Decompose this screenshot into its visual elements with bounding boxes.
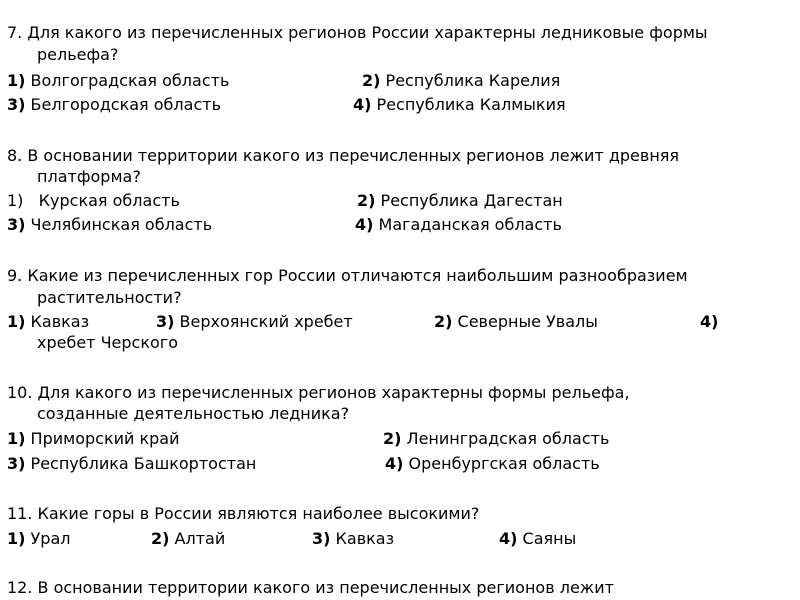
question-7-text: 7. Для какого из перечисленных регионов России характерны ледниковые формы: [7, 23, 708, 42]
option-text: Северные Увалы: [452, 312, 598, 331]
option-number: 3): [7, 215, 26, 234]
option-number: 1): [7, 71, 26, 90]
option-number: 4): [355, 215, 374, 234]
question-7-option-4: [353, 95, 566, 115]
question-8-option-2: [357, 191, 563, 211]
option-text: Республика Калмыкия: [371, 95, 566, 114]
question-8-option-4: [355, 215, 562, 235]
option-text: Ленинградская область: [401, 429, 610, 448]
option-number: 2): [362, 71, 381, 90]
option-number: 1): [7, 312, 26, 331]
question-9-option-4: [700, 312, 718, 332]
option-number: 4): [385, 454, 404, 473]
option-text: Магаданская область: [373, 215, 562, 234]
question-9-text: 9. Какие из перечисленных гор России отличаются наибольшим разнообразием: [7, 266, 688, 285]
option-text: Челябинская область: [25, 215, 213, 234]
question-8-text: 8. В основании территории какого из перечисленных регионов лежит древняя: [7, 146, 680, 165]
option-number: 4): [499, 529, 518, 548]
question-12-text: 12. В основании территории какого из перечисленных регионов лежит: [7, 578, 614, 597]
question-10-option-1: [7, 429, 180, 449]
question-9-option-3: [156, 312, 353, 332]
question-7-option-3: [7, 95, 221, 115]
option-text: Верхоянский хребет: [174, 312, 353, 331]
option-number: 4): [353, 95, 372, 114]
option-text: Республика Карелия: [380, 71, 561, 90]
option-number: 3): [7, 454, 26, 473]
option-text: Приморский край: [25, 429, 180, 448]
question-8-option-1: [7, 191, 180, 211]
option-number: 1): [7, 191, 24, 210]
option-number: 2): [151, 529, 170, 548]
question-9-option-1: [7, 312, 89, 332]
option-text: Оренбургская область: [403, 454, 600, 473]
option-text: Саяны: [517, 529, 577, 548]
question-10-option-3: [7, 454, 256, 474]
question-10-option-2: [383, 429, 609, 449]
question-10-option-4: [385, 454, 600, 474]
question-9-text-continued: растительности?: [37, 288, 182, 307]
option-text: Урал: [25, 529, 71, 548]
option-text: Республика Башкортостан: [25, 454, 257, 473]
option-text: Алтай: [169, 529, 226, 548]
question-11-option-1: [7, 529, 70, 549]
question-8-option-3: [7, 215, 212, 235]
option-text: Волгоградская область: [25, 71, 230, 90]
question-9-option-4-text: хребет Черского: [37, 333, 178, 352]
option-number: 1): [7, 529, 26, 548]
option-number: 4): [700, 312, 719, 331]
option-number: 3): [312, 529, 331, 548]
question-9-option-2: [434, 312, 598, 332]
option-text: Республика Дагестан: [375, 191, 563, 210]
question-8-text-continued: платформа?: [37, 167, 141, 186]
question-10-text-continued: созданные деятельностью ледника?: [37, 404, 350, 423]
question-7-text-continued: рельефа?: [37, 45, 119, 64]
option-text: Кавказ: [330, 529, 395, 548]
question-7-option-1: [7, 71, 229, 91]
option-number: 2): [357, 191, 376, 210]
option-number: 3): [7, 95, 26, 114]
question-10-text: 10. Для какого из перечисленных регионов характерны формы рельефа,: [7, 383, 630, 402]
question-11-option-3: [312, 529, 394, 549]
option-text: Кавказ: [25, 312, 90, 331]
option-number: 2): [383, 429, 402, 448]
option-number: 1): [7, 429, 26, 448]
option-number: 2): [434, 312, 453, 331]
question-11-option-2: [151, 529, 225, 549]
option-text: Курская область: [23, 191, 180, 210]
question-11-text: 11. Какие горы в России являются наиболее высокими?: [7, 504, 480, 523]
question-7-option-2: [362, 71, 560, 91]
option-text: Белгородская область: [25, 95, 221, 114]
question-11-option-4: [499, 529, 576, 549]
option-number: 3): [156, 312, 175, 331]
